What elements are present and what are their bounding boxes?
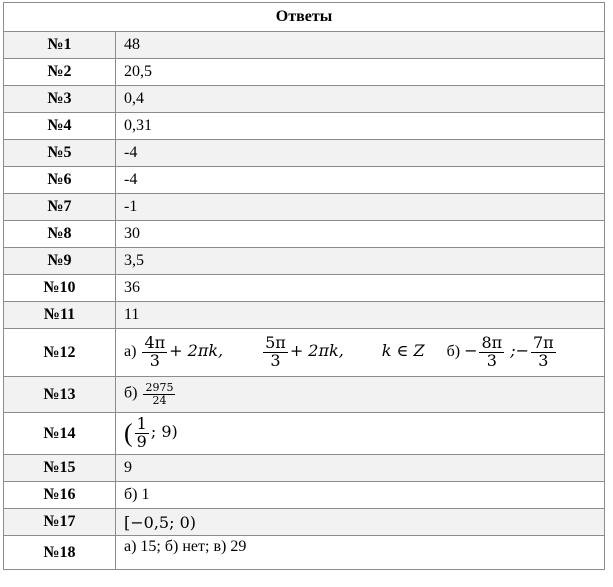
fraction: $\frac{8\pi}{3}$ [481,333,503,370]
table-row [4,140,605,167]
row-answer: -4 [116,140,605,167]
table-row [4,167,605,194]
row-answer-cell [116,536,605,570]
row-answer: 0,31 [116,113,605,140]
row-number: №5 [4,140,116,167]
row-answer: [−0,5; 0) [116,509,605,536]
row-number: №15 [4,455,116,482]
row-answer: -4 [116,167,605,194]
fraction: $\frac{7\pi}{3}$ [532,333,554,370]
table-row [4,329,605,377]
row-answer: 48 [116,32,605,59]
table-row [4,377,605,413]
row-number: №10 [4,275,116,302]
answers-table [3,2,605,570]
row-number: №14 [4,413,116,455]
math-term: ; 9) [150,422,178,442]
row-answer-math [116,377,605,413]
row-number: №6 [4,167,116,194]
row-answer: а) 15; б) нет; в) 29 [124,537,247,555]
table-row [4,413,605,455]
table-row [4,455,605,482]
row-answer: 3,5 [116,248,605,275]
answer-label: б) [124,385,138,403]
header-row [4,3,605,32]
row-answer-math: а) $\frac{4\pi}{3}$ + 2πk, $\frac{5\pi}{3}$ + 2πk, k ∈ Z б) − $\frac{8\pi}{3}$ ;− $\frac{7\pi}{3}$ [116,329,605,377]
table-row [4,536,605,570]
row-number: №16 [4,482,116,509]
math-term: + 2πk, [169,341,224,361]
row-number: №7 [4,194,116,221]
row-number: №8 [4,221,116,248]
row-answer: 20,5 [116,59,605,86]
table-title: Ответы [4,3,605,32]
row-answer-math: ( $\frac{1}{9}$ ; 9) [116,413,605,455]
table-row [4,248,605,275]
row-number: №18 [4,536,116,570]
row-number: №4 [4,113,116,140]
table-row [4,59,605,86]
row-number: №1 [4,32,116,59]
row-number: №17 [4,509,116,536]
row-number: №11 [4,302,116,329]
answer-b-label: б) [446,343,461,361]
row-answer: 9 [116,455,605,482]
math-term: + 2πk, [289,341,344,361]
fraction: $\frac{1}{9}$ [136,414,147,451]
fraction: $\frac{4\pi}{3}$ [144,333,166,370]
row-number: №3 [4,86,116,113]
table-row [4,509,605,536]
row-answer: 30 [116,221,605,248]
row-number: №9 [4,248,116,275]
row-number: №12 [4,329,116,377]
fraction: $\frac{5\pi}{3}$ [265,333,286,370]
row-number: №13 [4,377,116,413]
table-row [4,194,605,221]
row-answer: б) 1 [116,482,605,509]
row-number: №2 [4,59,116,86]
answer-a-label: а) [124,343,137,361]
table-row [4,302,605,329]
row-answer: 0,4 [116,86,605,113]
math-condition: k ∈ Z [381,341,425,361]
table-row [4,482,605,509]
table-row [4,275,605,302]
table-row [4,221,605,248]
fraction: $\frac{2975}{24}$ [145,381,174,407]
row-answer: -1 [116,194,605,221]
table-row [4,113,605,140]
table-row [4,32,605,59]
row-answer: 36 [116,275,605,302]
row-answer: 11 [116,302,605,329]
table-row [4,86,605,113]
